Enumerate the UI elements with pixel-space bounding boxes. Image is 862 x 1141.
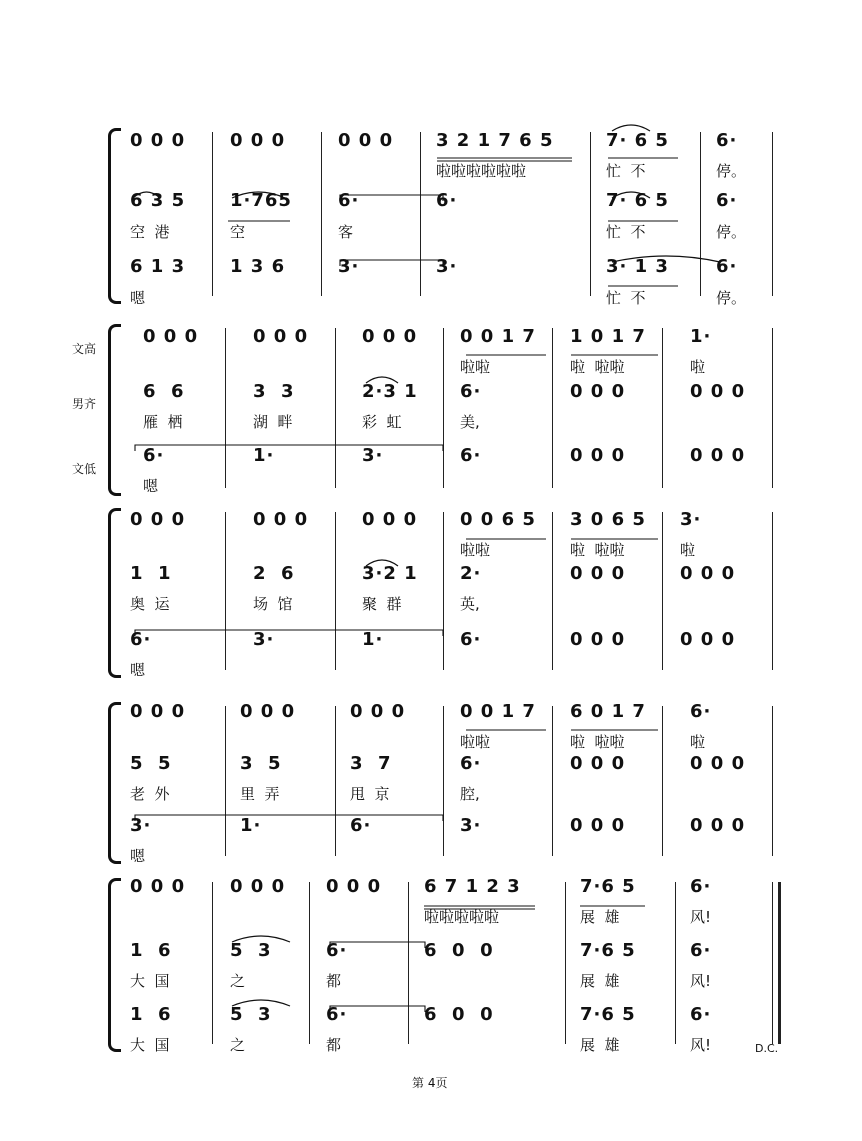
- system-bracket: [108, 324, 121, 496]
- system-bracket: [108, 508, 121, 678]
- measure-notes: 6·: [326, 940, 348, 961]
- bar-line: [772, 706, 773, 856]
- lyric-text: 大 国: [130, 1036, 170, 1054]
- measure-notes: 3·: [338, 256, 360, 277]
- lyric-text: 停。: [716, 289, 747, 307]
- lyric-text: 展 雄: [580, 908, 620, 926]
- lyric-text: 啦啦: [460, 541, 491, 559]
- bar-line: [590, 132, 591, 296]
- measure-notes: 7· 6 5: [606, 130, 669, 151]
- measure-notes: 6·: [690, 1004, 712, 1025]
- bar-line: [662, 512, 663, 670]
- measure-notes: 0 0 0: [680, 563, 736, 584]
- lyric-text: 嗯: [130, 289, 146, 307]
- lyric-text: 老 外: [130, 785, 170, 803]
- lyric-text: 啦啦啦啦啦啦: [436, 162, 527, 180]
- bar-line: [552, 706, 553, 856]
- measure-notes: 6·: [690, 940, 712, 961]
- measure-notes: 1 6: [130, 940, 172, 961]
- bar-line: [335, 706, 336, 856]
- measure-notes: 0 0 0: [253, 509, 309, 530]
- part-label-soprano: 文高: [72, 342, 97, 356]
- lyric-text: 啦 啦啦: [570, 358, 625, 376]
- measure-notes: 2·3 1: [362, 381, 418, 402]
- measure-notes: 5 3: [230, 1004, 272, 1025]
- measure-notes: 0 0 1 7: [460, 701, 536, 722]
- lyric-text: 彩 虹: [362, 413, 402, 431]
- bar-line: [772, 882, 773, 1044]
- lyric-text: 里 弄: [240, 785, 280, 803]
- measure-notes: 6·: [326, 1004, 348, 1025]
- measure-notes: 3 0 6 5: [570, 509, 646, 530]
- measure-notes: 6·: [716, 190, 738, 211]
- bar-line: [443, 328, 444, 488]
- tie: [135, 445, 443, 451]
- measure-notes: 0 0 0: [570, 445, 626, 466]
- bar-line: [225, 328, 226, 488]
- bar-line: [552, 512, 553, 670]
- measure-notes: 6·: [130, 629, 152, 650]
- measure-notes: 0 0 0: [326, 876, 382, 897]
- measure-notes: 6·: [460, 753, 482, 774]
- lyric-text: 啦啦: [460, 358, 491, 376]
- lyric-text: 都: [326, 1036, 342, 1054]
- measure-notes: 0 0 0: [680, 629, 736, 650]
- bar-line: [662, 328, 663, 488]
- measure-notes: 3 3: [253, 381, 295, 402]
- dc-mark: D.C.: [755, 1042, 779, 1055]
- measure-notes: 0 0 0: [570, 815, 626, 836]
- lyric-text: 停。: [716, 223, 747, 241]
- measure-notes: 3·: [460, 815, 482, 836]
- lyric-text: 客: [338, 223, 354, 241]
- measure-notes: 6·: [690, 876, 712, 897]
- measure-notes: 6·: [716, 130, 738, 151]
- lyric-text: 风!: [690, 1036, 712, 1054]
- measure-notes: 0 0 0: [130, 509, 186, 530]
- measure-notes: 5 3: [230, 940, 272, 961]
- measure-notes: 0 0 0: [130, 130, 186, 151]
- measure-notes: 1·: [240, 815, 262, 836]
- bar-line: [309, 882, 310, 1044]
- measure-notes: 7·6 5: [580, 876, 636, 897]
- lyric-text: 湖 畔: [253, 413, 293, 431]
- bar-line: [662, 706, 663, 856]
- lyric-text: 忙 不: [606, 162, 646, 180]
- bar-line: [552, 328, 553, 488]
- bar-line: [212, 882, 213, 1044]
- bar-line: [408, 882, 409, 1044]
- bar-line: [565, 882, 566, 1044]
- lyric-text: 雁 栖: [143, 413, 183, 431]
- final-bar-line: [778, 882, 781, 1044]
- measure-notes: 3·: [130, 815, 152, 836]
- lyric-text: 之: [230, 972, 246, 990]
- bar-line: [443, 706, 444, 856]
- measure-notes: 0 0 0: [362, 326, 418, 347]
- measure-notes: 3· 1 3: [606, 256, 669, 277]
- measure-notes: 1·765: [230, 190, 292, 211]
- measure-notes: 3·: [362, 445, 384, 466]
- measure-notes: 6·: [143, 445, 165, 466]
- measure-notes: 3 7: [350, 753, 392, 774]
- measure-notes: 3 2 1 7 6 5: [436, 130, 554, 151]
- measure-notes: 3·: [680, 509, 702, 530]
- system-bracket: [108, 128, 121, 304]
- measure-notes: 0 0 0: [130, 876, 186, 897]
- measure-notes: 7· 6 5: [606, 190, 669, 211]
- bar-line: [212, 132, 213, 296]
- measure-notes: 0 0 0: [130, 701, 186, 722]
- measure-notes: 0 0 0: [690, 815, 746, 836]
- measure-notes: 0 0 0: [230, 130, 286, 151]
- measure-notes: 0 0 0: [570, 753, 626, 774]
- measure-notes: 0 0 0: [338, 130, 394, 151]
- measure-notes: 3·2 1: [362, 563, 418, 584]
- measure-notes: 5 5: [130, 753, 172, 774]
- bar-line: [772, 328, 773, 488]
- lyric-text: 啦 啦啦: [570, 541, 625, 559]
- bar-line: [443, 512, 444, 670]
- measure-notes: 7·6 5: [580, 940, 636, 961]
- lyric-text: 风!: [690, 908, 712, 926]
- bar-line: [772, 512, 773, 670]
- lyric-text: 英,: [460, 595, 480, 613]
- measure-notes: 3·: [436, 256, 458, 277]
- bar-line: [225, 512, 226, 670]
- measure-notes: 0 0 0: [253, 326, 309, 347]
- lyric-text: 啦啦: [460, 733, 491, 751]
- measure-notes: 1·: [690, 326, 712, 347]
- tie: [135, 630, 443, 636]
- measure-notes: 1 6: [130, 1004, 172, 1025]
- lyric-text: 聚 群: [362, 595, 402, 613]
- lyric-text: 啦啦啦啦啦: [424, 908, 500, 926]
- measure-notes: 7·6 5: [580, 1004, 636, 1025]
- measure-notes: 0 0 0: [230, 876, 286, 897]
- lyric-text: 啦: [690, 733, 706, 751]
- measure-notes: 3 5: [240, 753, 282, 774]
- measure-notes: 1 3 6: [230, 256, 286, 277]
- lyric-text: 空: [230, 223, 246, 241]
- lyric-text: 展 雄: [580, 1036, 620, 1054]
- bar-line: [420, 132, 421, 296]
- measure-notes: 6·: [716, 256, 738, 277]
- measure-notes: 2 6: [253, 563, 295, 584]
- measure-notes: 1·: [362, 629, 384, 650]
- lyric-text: 美,: [460, 413, 480, 431]
- lyric-text: 奥 运: [130, 595, 170, 613]
- measure-notes: 6·: [338, 190, 360, 211]
- measure-notes: 0 0 0: [690, 445, 746, 466]
- measure-notes: 1·: [253, 445, 275, 466]
- lyric-text: 风!: [690, 972, 712, 990]
- bar-line: [700, 132, 701, 296]
- lyric-text: 停。: [716, 162, 747, 180]
- bar-line: [335, 328, 336, 488]
- lyric-text: 忙 不: [606, 289, 646, 307]
- part-label-male: 男齐: [72, 397, 97, 411]
- measure-notes: 0 0 0: [362, 509, 418, 530]
- lyric-text: 空 港: [130, 223, 170, 241]
- page-footer: 第 4页: [412, 1076, 448, 1090]
- measure-notes: 6·: [460, 629, 482, 650]
- part-label-alto: 文低: [72, 462, 97, 476]
- lyric-text: 啦: [680, 541, 696, 559]
- measure-notes: 6·: [350, 815, 372, 836]
- measure-notes: 6·: [436, 190, 458, 211]
- lyric-text: 啦 啦啦: [570, 733, 625, 751]
- lyric-text: 腔,: [460, 785, 480, 803]
- measure-notes: 0 0 0: [690, 381, 746, 402]
- lyric-text: 嗯: [143, 477, 159, 495]
- measure-notes: 0 0 0: [570, 381, 626, 402]
- measure-notes: 0 0 0: [570, 563, 626, 584]
- measure-notes: 1 1: [130, 563, 172, 584]
- measure-notes: 0 0 0: [690, 753, 746, 774]
- lyric-text: 大 国: [130, 972, 170, 990]
- measure-notes: 6 3 5: [130, 190, 186, 211]
- lyric-text: 都: [326, 972, 342, 990]
- measure-notes: 6·: [460, 445, 482, 466]
- measure-notes: 6 1 3: [130, 256, 186, 277]
- measure-notes: 0 0 1 7: [460, 326, 536, 347]
- lyric-text: 展 雄: [580, 972, 620, 990]
- bar-line: [321, 132, 322, 296]
- measure-notes: 6 7 1 2 3: [424, 876, 521, 897]
- measure-notes: 6 6: [143, 381, 185, 402]
- measure-notes: 6 0 1 7: [570, 701, 646, 722]
- lyric-text: 场 馆: [253, 595, 293, 613]
- measure-notes: 0 0 0: [240, 701, 296, 722]
- lyric-text: 之: [230, 1036, 246, 1054]
- measure-notes: 1 0 1 7: [570, 326, 646, 347]
- lyric-text: 嗯: [130, 661, 146, 679]
- bar-line: [225, 706, 226, 856]
- bar-line: [675, 882, 676, 1044]
- measure-notes: 0 0 0: [570, 629, 626, 650]
- measure-notes: 6 0 0: [424, 940, 494, 961]
- measure-notes: 6 0 0: [424, 1004, 494, 1025]
- measure-notes: 2·: [460, 563, 482, 584]
- measure-notes: 6·: [460, 381, 482, 402]
- tie: [135, 815, 443, 821]
- measure-notes: 0 0 0: [350, 701, 406, 722]
- measure-notes: 3·: [253, 629, 275, 650]
- measure-notes: 0 0 0: [143, 326, 199, 347]
- lyric-text: 啦: [690, 358, 706, 376]
- bar-line: [772, 132, 773, 296]
- system-bracket: [108, 702, 121, 864]
- lyric-text: 甩 京: [350, 785, 390, 803]
- bar-line: [335, 512, 336, 670]
- measure-notes: 0 0 6 5: [460, 509, 536, 530]
- measure-notes: 6·: [690, 701, 712, 722]
- lyric-text: 忙 不: [606, 223, 646, 241]
- lyric-text: 嗯: [130, 847, 146, 865]
- system-bracket: [108, 878, 121, 1052]
